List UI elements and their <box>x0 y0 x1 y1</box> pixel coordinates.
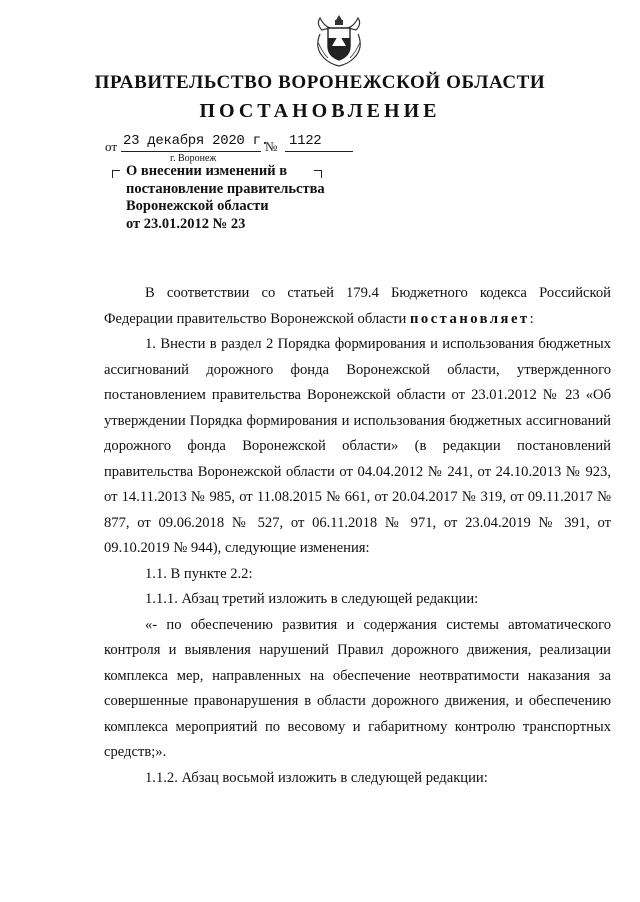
decree-word: постановляет <box>410 310 530 327</box>
date-number-line <box>105 133 365 155</box>
item-1-1-paragraph: 1.1. В пункте 2.2: <box>145 565 253 582</box>
item-1-1-1-paragraph: 1.1.1. Абзац третий изложить в следующей редакции: <box>145 591 479 607</box>
preamble-text: В соответствии со статьей 179.4 Бюджетного кодекса Российской Федерации правительство Воронежской области <box>104 285 611 327</box>
coat-of-arms-emblem <box>312 12 366 70</box>
document-body <box>104 281 611 791</box>
date-underline <box>121 151 261 152</box>
city-label: г. Воронеж <box>170 153 217 164</box>
subject-line: О внесении изменений в <box>126 163 288 179</box>
number-underline <box>285 151 353 152</box>
subject-line: Воронежской области <box>126 198 269 214</box>
number-label: № <box>265 139 278 154</box>
item-1-paragraph: 1. Внести в раздел 2 Порядка формирования и использования бюджетных ассигнований дорожного фонда Воронежской области, утвержденного постановлением правительства Воронежской области от 23.01.2012 № 23 «Об утверждении Порядка формирования и использования бюджетных ассигнований дорожного фонда Воронежской области» (в редакции постановлений правительства Воронежской области от 04.04.2012 № 241, от 24.10.2013 № 923, от 14.11.2013 № 985, от 11.08.2015 № 661, от 20.04.2017 № 319, от 09.11.2017 № 877, от 09.06.2018 № 527, от 06.11.2018 № 971, от 23.04.2019 № 391, от 09.10.2019 № 944), следующие изменения: <box>104 336 611 556</box>
document-type-title: ПОСТАНОВЛЕНИЕ <box>199 100 441 122</box>
subject-line: от 23.01.2012 № 23 <box>126 215 246 232</box>
organization-title: ПРАВИТЕЛЬСТВО ВОРОНЕЖСКОЙ ОБЛАСТИ <box>94 72 546 93</box>
document-number: 1122 <box>289 133 322 149</box>
preamble-end: : <box>529 310 534 327</box>
subject-bracket-left <box>112 170 120 178</box>
quoted-text-paragraph: «- по обеспечению развития и содержания системы автоматического контроля и выявления нарушений Правил дорожного движения, реализации комплекса мер, направленных на обеспечение неотвратимости наказания за совершенные правонарушения в области дорожного движения, и обеспечению комплекса мероприятий по весовому и габаритному контролю транспортных средств;». <box>104 616 611 760</box>
subject-line: постановление правительства <box>126 180 325 197</box>
document-subject <box>126 163 325 233</box>
preamble-paragraph <box>104 281 611 332</box>
item-1-1-2-paragraph: 1.1.2. Абзац восьмой изложить в следующей редакции: <box>145 769 488 786</box>
date-from-label: от <box>105 139 118 154</box>
document-date: 23 декабря 2020 г. <box>123 133 269 149</box>
